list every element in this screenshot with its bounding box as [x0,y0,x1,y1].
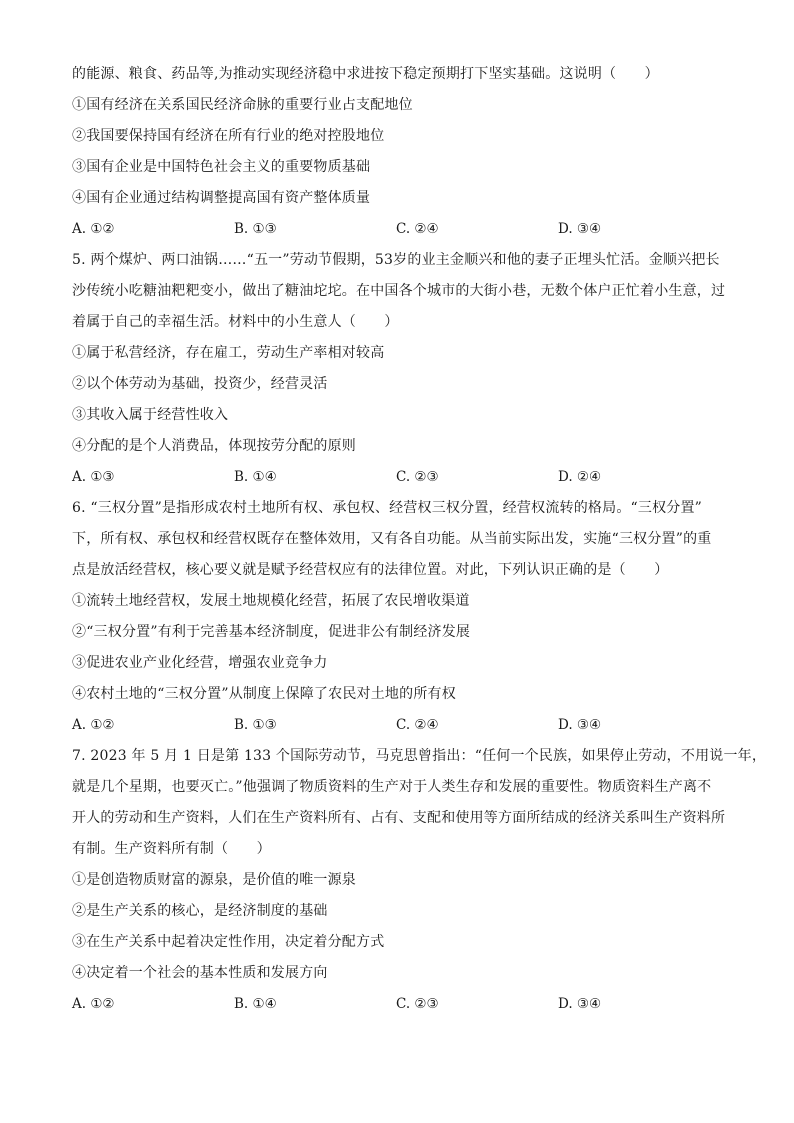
question-text-line: 6. “三权分置”是指形成农村土地所有权、承包权、经营权三权分置，经营权流转的格局。“三权分置” [72,500,703,516]
question-text-line: 的能源、粮食、药品等,为推动实现经济稳中求进按下稳定预期打下坚实基础。这说明（ ） [72,66,659,82]
statement-1: ①流转土地经营权，发展土地规模化经营，拓展了农民增收渠道 [72,593,470,609]
statement-4: ④国有企业通过结构调整提高国有资产整体质量 [72,190,371,206]
statement-2: ②是生产关系的核心，是经济制度的基础 [72,903,328,919]
statement-2: ②以个体劳动为基础，投资少，经营灵活 [72,376,328,392]
statement-3: ③国有企业是中国特色社会主义的重要物质基础 [72,159,371,175]
statement-4: ④分配的是个人消费品，体现按劳分配的原则 [72,438,356,454]
question-text-line: 就是几个星期，也要灭亡。”他强调了物质资料的生产对于人类生存和发展的重要性。物质资料生产离不 [72,779,712,795]
statement-3: ③在生产关系中起着决定性作用，决定着分配方式 [72,934,385,950]
question-text-line: 7. 2023 年 5 月 1 日是第 133 个国际劳动节，马克思曾指出：“任何一个民族，如果停止劳动，不用说一年， [72,748,767,764]
answer-options [72,715,732,746]
question-4-continuation [72,64,732,250]
question-text-line: 沙传统小吃糖油粑粑变小，做出了糖油坨坨。在中国各个城市的大街小巷，无数个体户正忙着小生意，过 [72,283,726,299]
option-c: C. ②③ [396,996,439,1012]
option-c: C. ②④ [396,221,439,237]
option-d: D. ②④ [558,469,602,485]
statement-4: ④农村土地的“三权分置”从制度上保障了农民对土地的所有权 [72,686,456,702]
option-b: B. ①③ [234,221,277,237]
answer-options [72,467,732,498]
question-text-line: 下，所有权、承包权和经营权既存在整体效用，又有各自功能。从当前实际出发，实施“三权分置”的重 [72,531,712,547]
option-a: A. ①② [72,221,115,237]
statement-1: ①国有经济在关系国民经济命脉的重要行业占支配地位 [72,97,413,113]
statement-2: ②“三权分置”有利于完善基本经济制度，促进非公有制经济发展 [72,624,471,640]
option-b: B. ①④ [234,469,277,485]
statement-1: ①属于私营经济，存在雇工，劳动生产率相对较高 [72,345,385,361]
question-6 [72,498,732,746]
question-text-line: 点是放活经营权，核心要义就是赋予经营权应有的法律位置。对此，下列认识正确的是（ ） [72,562,669,578]
option-a: A. ①③ [72,469,115,485]
question-text-line: 5. 两个煤炉、两口油锅……“五一”劳动节假期，53岁的业主金顺兴和他的妻子正埋头忙活。金顺兴把长 [72,252,720,268]
question-text-line: 有制。生产资料所有制（ ） [72,841,271,857]
option-b: B. ①④ [234,996,277,1012]
question-text-line: 开人的劳动和生产资料，人们在生产资料所有、占有、支配和使用等方面所结成的经济关系叫生产资料所 [72,810,726,826]
option-b: B. ①③ [234,717,277,733]
option-c: C. ②③ [396,469,439,485]
statement-4: ④决定着一个社会的基本性质和发展方向 [72,965,328,981]
question-5 [72,250,732,498]
statement-3: ③其收入属于经营性收入 [72,407,229,423]
exam-page [72,64,767,1025]
statement-1: ①是创造物质财富的源泉，是价值的唯一源泉 [72,872,356,888]
statement-3: ③促进农业产业化经营，增强农业竞争力 [72,655,328,671]
option-d: D. ③④ [558,996,602,1012]
option-a: A. ①② [72,717,115,733]
answer-options [72,219,732,250]
question-text-line: 着属于自己的幸福生活。材料中的小生意人（ ） [72,314,399,330]
option-d: D. ③④ [558,717,602,733]
option-d: D. ③④ [558,221,602,237]
answer-options [72,994,732,1025]
option-a: A. ①② [72,996,115,1012]
statement-2: ②我国要保持国有经济在所有行业的绝对控股地位 [72,128,385,144]
option-c: C. ②④ [396,717,439,733]
question-7 [72,746,767,1025]
